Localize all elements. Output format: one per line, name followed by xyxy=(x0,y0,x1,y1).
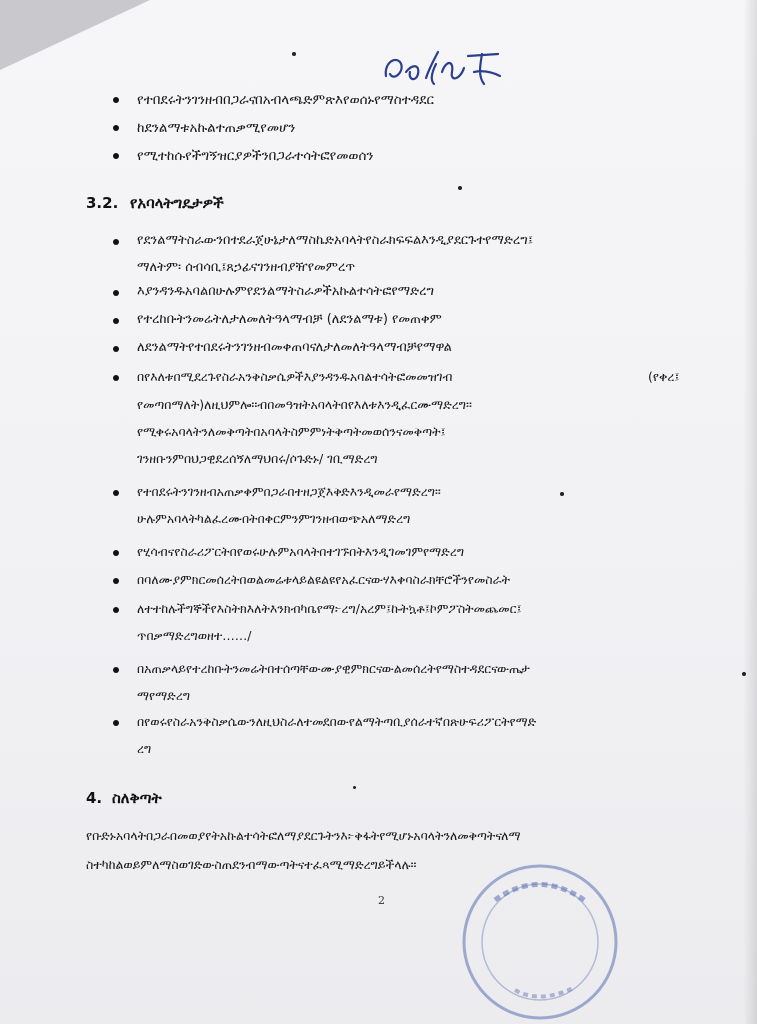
bullet-line: የሂሳብናየስራሪፖርትበየወሩሁሉምአባላትበተገኙበትእንዲገመገምየማድረግ xyxy=(137,544,465,559)
scan-speck xyxy=(742,672,746,676)
bullet-line: በየወሩየስራአንቅስቃሴውንለዚህስራለተመደበውየልማትጣቢያሰራተኛበጽሁፍሪፖርትየማድ xyxy=(137,714,537,729)
handwritten-signature xyxy=(380,42,520,92)
official-stamp xyxy=(455,862,625,1022)
top-bullet-text: የሚተከሱየችግኝዝርያዎችንበጋራተሳትፎየመወሰን xyxy=(137,148,374,164)
bullet-line: የደንልማትስራውንበተደራጀሁኔታለማስኬድአባላትየስራክፍፍልእንዲያደርጉተየማድረግ፤ xyxy=(137,233,534,248)
scan-speck xyxy=(353,786,356,789)
bullet-icon xyxy=(113,550,119,556)
bullet-icon xyxy=(113,720,119,726)
bullet-aside: (የቀረ፤ xyxy=(648,369,680,384)
bullet-line: በባለሙያምክርመሰረትበወልመሬቱላይልዩልዩየአፈርናውሃእቀባስራክቸሮችንየመስራት xyxy=(137,572,511,587)
scan-speck xyxy=(458,186,462,190)
scan-speck xyxy=(292,52,296,56)
bullet-icon xyxy=(113,346,119,352)
top-bullet-text: የተበደሩትንገንዘብበጋራናበአብላጫድምጽእየወሰኑየማስተዳደር xyxy=(137,92,434,108)
top-bullet-text: ከደንልማቱአኩልተጠቃሚየመሆን xyxy=(137,120,296,136)
section-number: 4. xyxy=(86,789,103,807)
bullet-icon xyxy=(113,375,119,381)
bullet-icon xyxy=(113,153,119,159)
bullet-line: በአጠቃላይየተረከቡትንመሬትበተሰጣቸውሙያዊምክርናውልመሰረትየማስተዳደርናውጤታ xyxy=(137,661,530,676)
bullet-icon xyxy=(113,607,119,613)
scan-speck xyxy=(560,492,564,496)
bullet-line: የተረከቡትንመሬትለታለመለትዓላማብቻ (ለደንልማቱ) የመጠቀም xyxy=(137,312,442,327)
page-edge-shadow xyxy=(743,0,757,1024)
bullet-line: ለደንልማትየተበደሩትንገንዘብመቀጠባናለታለመለትዓላማብቻየማዋል xyxy=(137,340,452,355)
bullet-line: የተበደሩትንገንዘብአጠቃቀምበጋራበተዘጋጀእቅድእንዲመራየማድረግ፡፡ xyxy=(137,484,441,499)
paragraph-line: ስተካከልወይምለማስወገድውስጠደንብማውጣትናተፈጻሚማድረግይችላሉ፡፡ xyxy=(86,857,417,872)
bullet-icon xyxy=(113,578,119,584)
bullet-icon xyxy=(113,667,119,673)
bullet-line: ሁሉምአባላትካልፈረሙበትበቀርምንምገንዘብወጭአለማድረግ xyxy=(137,511,411,526)
bullet-line: ለተተከሉችግኞችየእስትክእለትእንክብካቤየማ፦ረግ/አረም፤ኩትኳቶ፤ኮምፖስትመጨመር፤ xyxy=(137,601,522,616)
bullet-icon xyxy=(113,290,119,296)
bullet-icon xyxy=(113,97,119,103)
section-title: የአባላትግዴታዎች xyxy=(130,194,224,212)
section-title: ስለቅጣት xyxy=(112,789,162,807)
bullet-line: ማለትም፡ ሰብሳቢ፤ጸኃፊናገንዘብያዥየመምረጥ xyxy=(137,260,356,275)
bullet-line: ማየማድረግ xyxy=(137,688,191,703)
bullet-line: በየእለቱበሚደረጉየስራአንቅስቃሴዎችእያንዳንዱአባልተሳትፎመመዝገብ xyxy=(137,369,453,384)
page-number: 2 xyxy=(378,894,385,907)
folded-corner xyxy=(0,0,150,70)
bullet-icon xyxy=(113,318,119,324)
bullet-line: የመጣበማለት)ለዚህምሎ፡፡ብበመዓዝትአባላትበየእለቱእንዲፈርሙማድረግ፡፡ xyxy=(137,397,472,412)
bullet-line: ጥበቃማድረግወዘተ……/ xyxy=(137,628,252,643)
section-number: 3.2. xyxy=(86,194,119,212)
bullet-icon xyxy=(113,125,119,131)
bullet-line: ረግ xyxy=(137,741,152,756)
bullet-line: ገንዘቡንምበህጋዊደረሰኝለማህበሩ/ሶጉድኑ/ ገቢማድረግ xyxy=(137,451,378,466)
bullet-line: እያንዳንዱአባልበሁሉምየደንልማትስራዎችአኩልተሳትፎየማድረግ xyxy=(137,284,434,299)
paragraph-line: የቡድኑአባላትበጋራበመወያየትአኩልተሳትፎለማያደርጉትንእ፦ቅፋትየሚሆኑአባላትንለመቅጣትናለማ xyxy=(86,828,521,843)
bullet-icon xyxy=(113,490,119,496)
bullet-icon xyxy=(113,239,119,245)
bullet-line: የሚቀሩአባላትንለመቅጣትበአባላትስምምነትቅጣትመወሰንናመቅጣት፤ xyxy=(137,424,446,439)
